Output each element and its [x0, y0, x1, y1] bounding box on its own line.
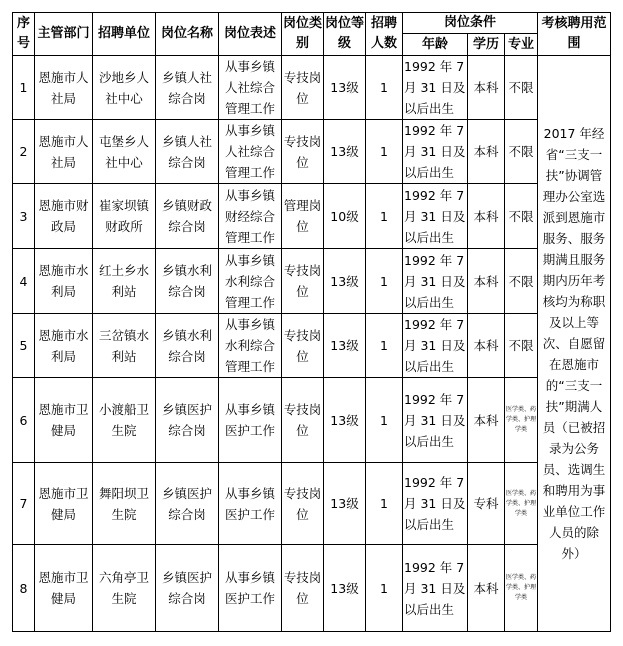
- cell-edu: 本科: [468, 545, 505, 632]
- header-type: 岗位类别: [282, 13, 324, 56]
- header-seq: 序号: [13, 13, 35, 56]
- table-row: [13, 378, 611, 463]
- header-desc: 岗位表述: [219, 13, 282, 56]
- cell-edu: 本科: [468, 314, 505, 378]
- cell-unit: 沙地乡人社中心: [93, 56, 156, 120]
- cell-level: 13级: [324, 463, 366, 545]
- cell-post: 乡镇医护综合岗: [156, 378, 219, 463]
- cell-post: 乡镇财政综合岗: [156, 184, 219, 249]
- cell-age: 1992 年 7月 31 日及以后出生: [403, 120, 468, 184]
- cell-age: 1992 年 7月 31 日及以后出生: [403, 184, 468, 249]
- cell-count: 1: [366, 249, 403, 314]
- cell-seq: 3: [13, 184, 35, 249]
- cell-level: 13级: [324, 120, 366, 184]
- cell-major: 医学类、药学类、护理学类: [505, 463, 538, 545]
- cell-dept: 恩施市财政局: [35, 184, 93, 249]
- header-age: 年龄: [403, 34, 468, 56]
- cell-edu: 本科: [468, 184, 505, 249]
- cell-unit: 小渡船卫生院: [93, 378, 156, 463]
- cell-age: 1992 年 7月 31 日及以后出生: [403, 56, 468, 120]
- cell-dept: 恩施市水利局: [35, 314, 93, 378]
- cell-dept: 恩施市人社局: [35, 56, 93, 120]
- cell-count: 1: [366, 314, 403, 378]
- cell-desc: 从事乡镇财经综合管理工作: [219, 184, 282, 249]
- cell-dept: 恩施市卫健局: [35, 378, 93, 463]
- cell-desc: 从事乡镇医护工作: [219, 463, 282, 545]
- cell-seq: 4: [13, 249, 35, 314]
- cell-seq: 5: [13, 314, 35, 378]
- cell-desc: 从事乡镇医护工作: [219, 545, 282, 632]
- header-conditions: 岗位条件: [403, 13, 538, 34]
- cell-age: 1992 年 7月 31 日及以后出生: [403, 314, 468, 378]
- cell-count: 1: [366, 120, 403, 184]
- recruitment-table: [12, 12, 611, 632]
- cell-edu: 本科: [468, 378, 505, 463]
- header-scope: 考核聘用范围: [538, 13, 611, 56]
- cell-type: 专技岗位: [282, 378, 324, 463]
- cell-dept: 恩施市卫健局: [35, 463, 93, 545]
- table-row: [13, 314, 611, 378]
- cell-level: 13级: [324, 545, 366, 632]
- cell-post: 乡镇水利综合岗: [156, 249, 219, 314]
- cell-type: 专技岗位: [282, 56, 324, 120]
- cell-unit: 红土乡水利站: [93, 249, 156, 314]
- cell-major: 不限: [505, 249, 538, 314]
- cell-seq: 2: [13, 120, 35, 184]
- cell-major: 医学类、药学类、护理学类: [505, 378, 538, 463]
- cell-post: 乡镇人社综合岗: [156, 56, 219, 120]
- cell-post: 乡镇人社综合岗: [156, 120, 219, 184]
- cell-count: 1: [366, 463, 403, 545]
- table-row: [13, 249, 611, 314]
- cell-post: 乡镇医护综合岗: [156, 545, 219, 632]
- header-edu: 学历: [468, 34, 505, 56]
- cell-dept: 恩施市卫健局: [35, 545, 93, 632]
- table-row: [13, 545, 611, 632]
- cell-desc: 从事乡镇人社综合管理工作: [219, 120, 282, 184]
- cell-unit: 崔家坝镇财政所: [93, 184, 156, 249]
- cell-desc: 从事乡镇人社综合管理工作: [219, 56, 282, 120]
- cell-level: 10级: [324, 184, 366, 249]
- cell-seq: 1: [13, 56, 35, 120]
- cell-major: 不限: [505, 120, 538, 184]
- table-row: [13, 184, 611, 249]
- cell-count: 1: [366, 184, 403, 249]
- cell-age: 1992 年 7月 31 日及以后出生: [403, 463, 468, 545]
- table-row: [13, 120, 611, 184]
- table-row: [13, 56, 611, 120]
- cell-edu: 本科: [468, 120, 505, 184]
- cell-desc: 从事乡镇水利综合管理工作: [219, 314, 282, 378]
- cell-post: 乡镇医护综合岗: [156, 463, 219, 545]
- cell-count: 1: [366, 378, 403, 463]
- header-count: 招聘人数: [366, 13, 403, 56]
- cell-major: 不限: [505, 184, 538, 249]
- cell-unit: 三岔镇水利站: [93, 314, 156, 378]
- cell-seq: 6: [13, 378, 35, 463]
- cell-desc: 从事乡镇医护工作: [219, 378, 282, 463]
- cell-count: 1: [366, 545, 403, 632]
- cell-level: 13级: [324, 378, 366, 463]
- cell-unit: 舞阳坝卫生院: [93, 463, 156, 545]
- cell-type: 专技岗位: [282, 249, 324, 314]
- cell-level: 13级: [324, 314, 366, 378]
- cell-age: 1992 年 7月 31 日及以后出生: [403, 249, 468, 314]
- cell-dept: 恩施市水利局: [35, 249, 93, 314]
- cell-major: 不限: [505, 314, 538, 378]
- cell-age: 1992 年 7月 31 日及以后出生: [403, 378, 468, 463]
- header-dept: 主管部门: [35, 13, 93, 56]
- cell-type: 专技岗位: [282, 120, 324, 184]
- header-major: 专业: [505, 34, 538, 56]
- cell-type: 专技岗位: [282, 463, 324, 545]
- table-row: [13, 463, 611, 545]
- cell-type: 专技岗位: [282, 545, 324, 632]
- cell-type: 管理岗位: [282, 184, 324, 249]
- cell-post: 乡镇水利综合岗: [156, 314, 219, 378]
- cell-edu: 本科: [468, 249, 505, 314]
- cell-unit: 六角亭卫生院: [93, 545, 156, 632]
- cell-edu: 本科: [468, 56, 505, 120]
- cell-type: 专技岗位: [282, 314, 324, 378]
- cell-desc: 从事乡镇水利综合管理工作: [219, 249, 282, 314]
- cell-age: 1992 年 7月 31 日及以后出生: [403, 545, 468, 632]
- header-unit: 招聘单位: [93, 13, 156, 56]
- cell-level: 13级: [324, 249, 366, 314]
- cell-seq: 7: [13, 463, 35, 545]
- cell-dept: 恩施市人社局: [35, 120, 93, 184]
- cell-scope: 2017 年经省“三支一扶”协调管理办公室选派到恩施市服务、服务期满且服务期内历年考核均为称职及以上等次、自愿留在恩施市的“三支一扶”期满人员（已被招录为公务员、选调生和聘用为事业单位工作人员的除外）: [538, 56, 611, 632]
- cell-count: 1: [366, 56, 403, 120]
- header-post: 岗位名称: [156, 13, 219, 56]
- header-level: 岗位等级: [324, 13, 366, 56]
- cell-major: 医学类、药学类、护理学类: [505, 545, 538, 632]
- cell-major: 不限: [505, 56, 538, 120]
- cell-unit: 屯堡乡人社中心: [93, 120, 156, 184]
- cell-level: 13级: [324, 56, 366, 120]
- cell-seq: 8: [13, 545, 35, 632]
- cell-edu: 专科: [468, 463, 505, 545]
